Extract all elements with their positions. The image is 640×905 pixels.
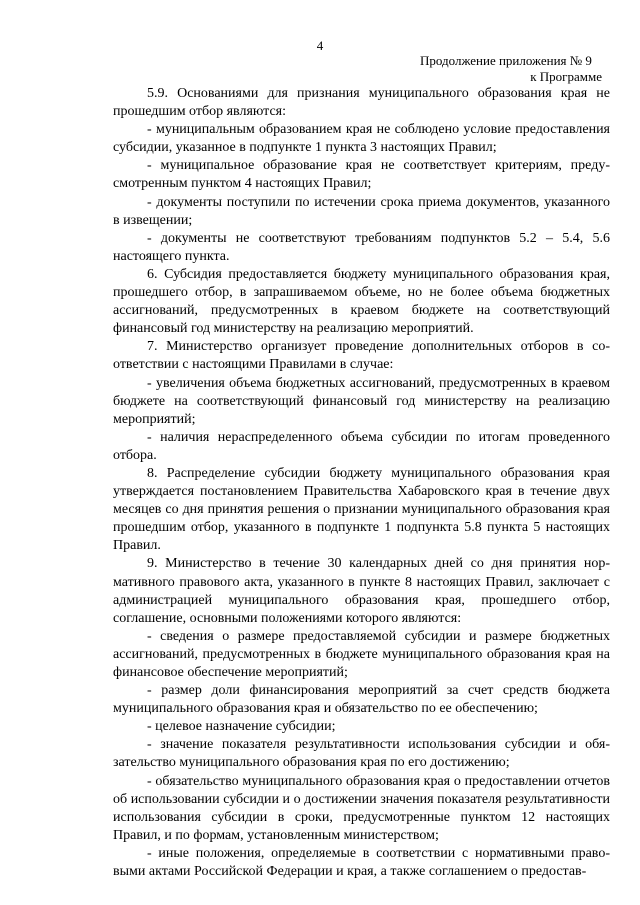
list-item: - наличия нераспределенного объема субсидии по итогам проведенного отбора. (113, 429, 610, 463)
paragraph-9: 9. Министерство в течение 30 календарных дней со дня принятия нормативного правового акта, указанного в пункте 8 настоящих Правил, заключает с администрацией муниципального образования края, прошедшего отбор, соглашение, основными положениями которого являются: (113, 556, 610, 626)
appendix-header-line-2: к Программе (530, 69, 602, 84)
list-item: - увеличения объема бюджетных ассигнований, предусмотренных в краевом бюджете на соответствующий финансовый год министерству на реализацию мероприятий; (113, 375, 610, 427)
appendix-header (420, 53, 620, 85)
appendix-header-line-1: Продолжение приложения № 9 (420, 53, 592, 68)
list-item: - целевое назначение субсидии; (147, 719, 336, 735)
paragraph-5-9: 5.9. Основаниями для признания муниципального образования края не прошедшим отбор являются: (113, 86, 610, 120)
paragraph-6: 6. Субсидия предоставляется бюджету муниципального образования края, прошедшего отбор, в запрашиваемом объеме, но не более объема бюджетных ассигнований, предусмотренных в краевом бюджете на соответствующий финансовый год министерству на реализацию мероприятий. (113, 266, 610, 337)
list-item: - документы поступили по истечении срока приема документов, указанного в извещении; (113, 194, 610, 228)
paragraph-7: 7. Министерство организует проведение дополнительных отборов в соответствии с настоящими Правилами в случае: (113, 339, 610, 373)
list-item: - обязательство муниципального образования края о предоставлении отчетов об использовании субсидии и о достижении значения показателя результативности использования субсидии в сроки, предусмотренные пунктом 12 настоящих Правил, и по формам, установленным министерством; (113, 773, 610, 843)
list-item: - иные положения, определяемые в соответствии с нормативными правовыми актами Российской Федерации и края, а также соглашением о предостав- (113, 845, 610, 880)
list-item: - сведения о размере предоставляемой субсидии и размере бюджетных ассигнований, предусмотренных в бюджете муниципального образования края на финансовое обеспечение мероприятий; (113, 628, 610, 680)
list-item: - муниципальным образованием края не соблюдено условие предоставления субсидии, указанное в подпункте 1 пункта 3 настоящих Правил; (113, 122, 610, 156)
list-item: - муниципальное образование края не соответствует критериям, предусмотренным пунктом 4 настоящих Правил; (113, 158, 610, 192)
list-item: - размер доли финансирования мероприятий за счет средств бюджета муниципального образования края и обязательство по ее обеспечению; (113, 683, 610, 717)
paragraph-8: 8. Распределение субсидии бюджету муниципального образования края утверждается постановлением Правительства Хабаровского края в течение двух месяцев со дня принятия решения о признании муниципального образования края прошедшим отбор, указанного в подпункте 1 подпункта 5.8 пункта 5 настоящих Правил. (113, 465, 610, 554)
list-item: - документы не соответствуют требованиям подпунктов 5.2 – 5.4, 5.6 настоящего пункта. (113, 230, 610, 264)
list-item: - значение показателя результативности использования субсидии и обязательство муниципального образования края по его достижению; (113, 737, 610, 771)
document-body (113, 85, 610, 881)
page-number: 4 (316, 38, 324, 53)
